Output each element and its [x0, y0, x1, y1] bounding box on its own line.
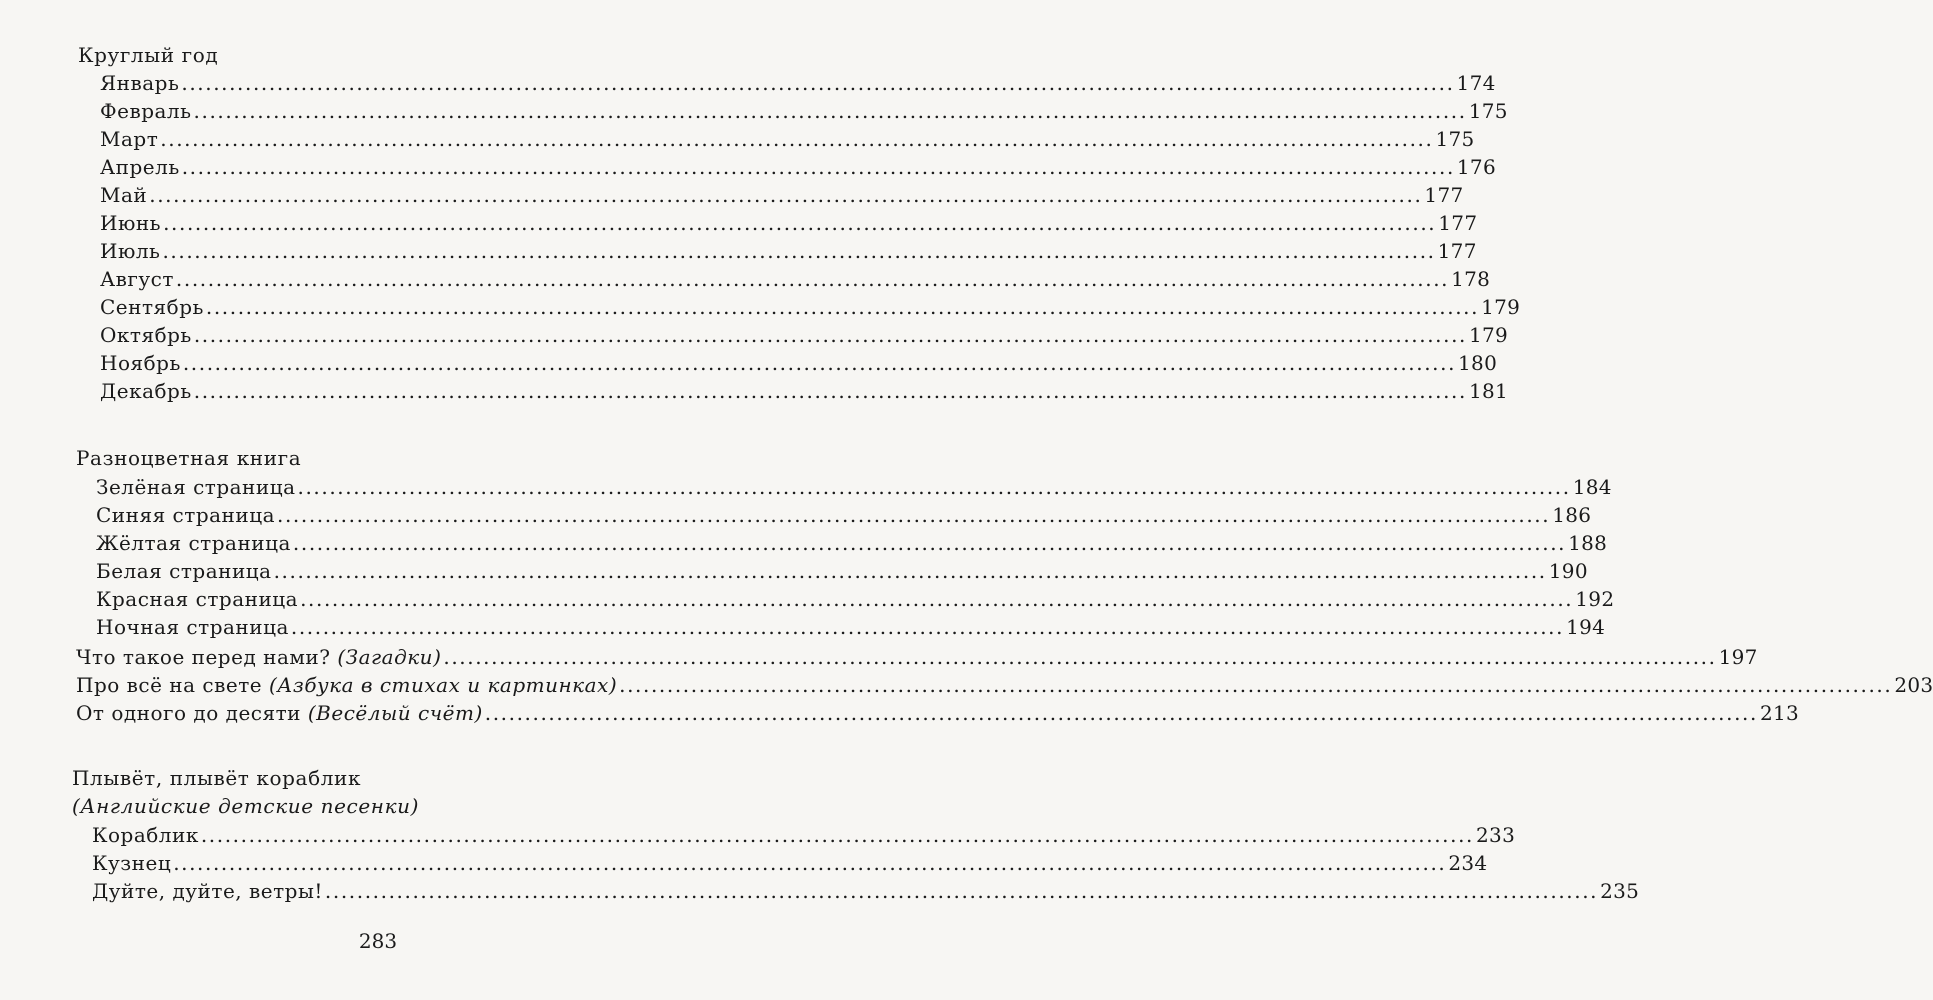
entry-page: 178: [1451, 267, 1491, 291]
toc-entry: [100, 378, 1509, 404]
leader-dots: ................................................................................................................................................................: [300, 587, 1574, 611]
toc-entry: [100, 210, 1478, 236]
entry-page: 175: [1435, 127, 1475, 151]
entry-page: 174: [1456, 71, 1496, 95]
toc-entry: [96, 530, 1608, 556]
entry-title: Июль: [100, 239, 161, 263]
page-number: 283: [358, 929, 398, 953]
entry-title: Кузнец: [92, 851, 172, 875]
toc-entry: [92, 878, 1640, 904]
leader-dots: ................................................................................................................................................................: [200, 823, 1475, 847]
entry-title: Декабрь: [100, 379, 192, 403]
entry-page: 179: [1481, 295, 1521, 319]
entry-page: 213: [1759, 701, 1800, 725]
leader-dots: ................................................................................................................................................................: [619, 673, 1893, 697]
entry-page: 235: [1600, 879, 1640, 903]
section-title-book: Разноцветная книга: [76, 446, 302, 470]
entry-page: 181: [1468, 379, 1509, 403]
entry-subtitle: (Загадки): [337, 645, 442, 669]
toc-entry: [96, 502, 1592, 528]
leader-dots: ................................................................................................................................................................: [173, 851, 1447, 875]
entry-title: Ночная страница: [96, 615, 289, 639]
leader-dots: ................................................................................................................................................................: [297, 475, 1571, 499]
toc-entry: [92, 850, 1488, 876]
entry-page: 190: [1548, 559, 1588, 583]
leader-dots: ................................................................................................................................................................: [205, 295, 1480, 319]
entry-page: 192: [1575, 587, 1615, 611]
entry-title: Красная страница: [96, 587, 299, 611]
entry-title: Зелёная страница: [96, 475, 296, 499]
entry-subtitle: (Азбука в стихах и картинках): [268, 673, 618, 697]
toc-entry: [100, 154, 1496, 180]
entry-page: 194: [1566, 615, 1606, 639]
entry-title: Апрель: [100, 155, 180, 179]
leader-dots: ................................................................................................................................................................: [273, 559, 1547, 583]
entry-page: 233: [1476, 823, 1516, 847]
entry-page: 234: [1448, 851, 1488, 875]
toc-entry: [76, 700, 1800, 726]
entry-title: Про всё на свете (Азбука в стихах и картинках): [76, 673, 618, 697]
leader-dots: ................................................................................................................................................................: [181, 71, 1455, 95]
toc-entry: [100, 70, 1496, 96]
entry-title: Октябрь: [100, 323, 192, 347]
leader-dots: ................................................................................................................................................................: [484, 701, 1758, 725]
entry-title: Дуйте, дуйте, ветры!: [92, 879, 323, 903]
entry-page: 175: [1468, 99, 1508, 123]
toc-entry: [100, 238, 1477, 264]
toc-entry: [100, 350, 1498, 376]
leader-dots: ................................................................................................................................................................: [292, 531, 1567, 555]
entry-title: Синяя страница: [96, 503, 275, 527]
entry-page: 188: [1568, 531, 1608, 555]
toc-entry: [96, 614, 1606, 640]
entry-title: Февраль: [100, 99, 192, 123]
entry-title: Январь: [100, 71, 180, 95]
entry-title: Что такое перед нами? (Загадки): [76, 645, 442, 669]
entry-title: Август: [100, 267, 174, 291]
entry-page: 184: [1572, 475, 1612, 499]
entry-page: 177: [1437, 239, 1477, 263]
leader-dots: ................................................................................................................................................................: [181, 155, 1455, 179]
toc-entry: [100, 266, 1491, 292]
section-title-year: Круглый год: [78, 43, 219, 67]
entry-title: Кораблик: [92, 823, 199, 847]
entry-page: 179: [1469, 323, 1509, 347]
entry-title: Сентябрь: [100, 295, 204, 319]
leader-dots: ................................................................................................................................................................: [182, 351, 1457, 375]
leader-dots: ................................................................................................................................................................: [175, 267, 1450, 291]
leader-dots: ................................................................................................................................................................: [443, 645, 1717, 669]
entry-title: Май: [100, 183, 148, 207]
entry-page: 177: [1438, 211, 1478, 235]
leader-dots: ................................................................................................................................................................: [324, 879, 1599, 903]
leader-dots: ................................................................................................................................................................: [163, 211, 1437, 235]
leader-dots: ................................................................................................................................................................: [277, 503, 1551, 527]
toc-entry: [100, 98, 1508, 124]
toc-entry: [100, 322, 1509, 348]
leader-dots: ................................................................................................................................................................: [160, 127, 1434, 151]
leader-dots: ................................................................................................................................................................: [193, 323, 1467, 347]
toc-entry: [96, 474, 1612, 500]
entry-page: 203: [1894, 673, 1933, 697]
entry-subtitle: (Весёлый счёт): [307, 701, 483, 725]
toc-entry: [100, 182, 1464, 208]
entry-page: 197: [1718, 645, 1758, 669]
entry-title: Март: [100, 127, 159, 151]
leader-dots: ................................................................................................................................................................: [149, 183, 1423, 207]
section-title-ship: Плывёт, плывёт кораблик: [72, 766, 362, 790]
leader-dots: ................................................................................................................................................................: [193, 379, 1467, 403]
entry-title: Ноябрь: [100, 351, 181, 375]
entry-title: Июнь: [100, 211, 162, 235]
leader-dots: ................................................................................................................................................................: [290, 615, 1565, 639]
section-subtitle-ship: (Английские детские песенки): [72, 794, 419, 818]
toc-entry: [96, 558, 1588, 584]
toc-entry: [100, 294, 1521, 320]
entry-title: От одного до десяти (Весёлый счёт): [76, 701, 483, 725]
entry-page: 180: [1458, 351, 1498, 375]
leader-dots: ................................................................................................................................................................: [193, 99, 1467, 123]
toc-entry: [76, 672, 1933, 698]
entry-title: Жёлтая страница: [96, 531, 291, 555]
toc-entry: [92, 822, 1516, 848]
toc-entry: [96, 586, 1615, 612]
entry-page: 177: [1424, 183, 1464, 207]
entry-title: Белая страница: [96, 559, 272, 583]
toc-entry: [100, 126, 1475, 152]
entry-page: 176: [1456, 155, 1496, 179]
toc-entry: [76, 644, 1758, 670]
leader-dots: ................................................................................................................................................................: [162, 239, 1436, 263]
entry-page: 186: [1552, 503, 1592, 527]
